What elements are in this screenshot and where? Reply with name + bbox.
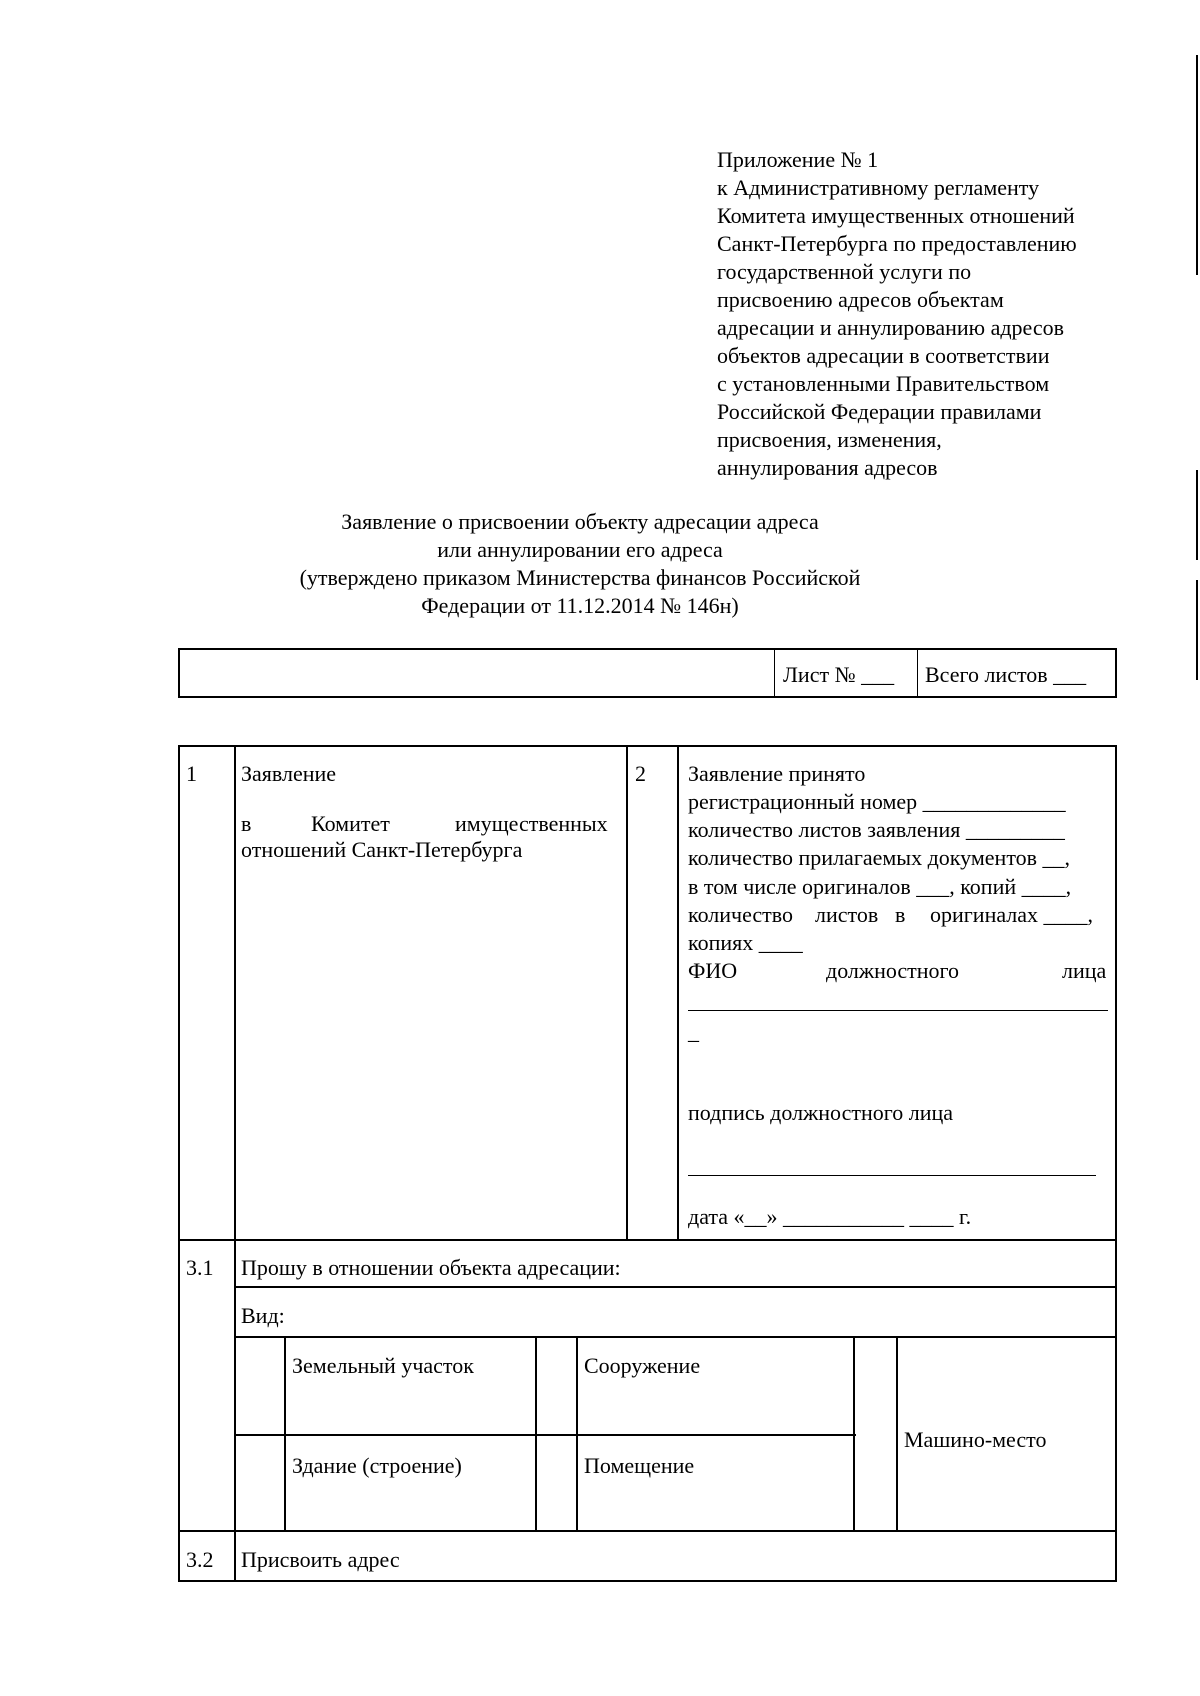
title-line: Заявление о присвоении объекту адресации адреса bbox=[341, 509, 819, 534]
fio-underline bbox=[688, 1010, 1108, 1011]
accepted-heading: Заявление принято bbox=[688, 761, 866, 786]
table-border bbox=[1115, 745, 1117, 1580]
docs-count-field: количество прилагаемых документов __, bbox=[688, 845, 1071, 870]
option-building: Здание (строение) bbox=[292, 1453, 462, 1478]
recipient-word: имущественных bbox=[455, 811, 608, 836]
fio-word: должностного bbox=[826, 958, 960, 983]
table-border bbox=[234, 1434, 856, 1436]
appendix-block bbox=[717, 146, 1147, 482]
title-line: (утверждено приказом Министерства финансов Российской bbox=[299, 565, 861, 590]
appendix-line: Приложение № 1 bbox=[717, 147, 879, 172]
section-3-2-heading: Присвоить адрес bbox=[241, 1547, 400, 1572]
copies-field: копиях ____ bbox=[688, 930, 803, 955]
title-line: или аннулировании его адреса bbox=[437, 537, 723, 562]
table-border bbox=[576, 1336, 578, 1530]
sheet-divider bbox=[917, 650, 918, 696]
option-room: Помещение bbox=[584, 1453, 695, 1478]
appendix-line: присвоения, изменения, bbox=[717, 427, 942, 452]
scan-edge-mark bbox=[1196, 580, 1198, 680]
table-border bbox=[284, 1336, 286, 1530]
date-field: дата «__» ___________ ____ г. bbox=[688, 1204, 972, 1229]
section-3-2-number: 3.2 bbox=[186, 1547, 214, 1572]
recipient-word: Комитет bbox=[311, 811, 390, 836]
appendix-line: присвоению адресов объектам bbox=[717, 287, 1004, 312]
originals-field: в том числе оригиналов ___, копий ____, bbox=[688, 874, 1072, 899]
option-land: Земельный участок bbox=[292, 1353, 474, 1378]
appendix-line: объектов адресации в соответствии bbox=[717, 343, 1050, 368]
fio-word: лица bbox=[1062, 958, 1107, 983]
table-border bbox=[896, 1336, 898, 1530]
table-border bbox=[178, 745, 1117, 747]
table-border bbox=[178, 1530, 1117, 1532]
signature-underline bbox=[688, 1175, 1096, 1176]
sheet-number-table bbox=[178, 648, 1117, 698]
section-1-heading: Заявление bbox=[241, 761, 337, 786]
appendix-line: аннулирования адресов bbox=[717, 455, 938, 480]
recipient-line: отношений Санкт-Петербурга bbox=[241, 837, 523, 862]
appendix-line: государственной услуги по bbox=[717, 259, 972, 284]
table-border bbox=[234, 1336, 1117, 1338]
originals-sheets-word: в bbox=[895, 902, 906, 927]
originals-sheets-word: листов bbox=[815, 902, 879, 927]
sheet-no-label: Лист № ___ bbox=[783, 662, 895, 687]
originals-sheets-word: оригиналах ____, bbox=[930, 902, 1094, 927]
appendix-line: с установленными Правительством bbox=[717, 371, 1050, 396]
sheets-count-field: количество листов заявления _________ bbox=[688, 817, 1065, 842]
table-border bbox=[626, 745, 628, 1239]
table-border bbox=[535, 1336, 537, 1530]
section-1-number: 1 bbox=[186, 761, 197, 786]
table-border bbox=[677, 745, 679, 1239]
appendix-line: к Административному регламенту bbox=[717, 175, 1040, 200]
scan-edge-mark bbox=[1196, 55, 1198, 275]
signature-label: подпись должностного лица bbox=[688, 1100, 953, 1125]
appendix-line: Санкт-Петербурга по предоставлению bbox=[717, 231, 1077, 256]
sheet-total-label: Всего листов ___ bbox=[925, 662, 1087, 687]
section-2-number: 2 bbox=[635, 761, 646, 786]
appendix-line: Российской Федерации правилами bbox=[717, 399, 1042, 424]
section-3-1-heading: Прошу в отношении объекта адресации: bbox=[241, 1255, 621, 1280]
table-border bbox=[234, 1286, 1117, 1288]
title-line: Федерации от 11.12.2014 № 146н) bbox=[421, 593, 739, 618]
fio-dash: _ bbox=[688, 1019, 699, 1044]
recipient-prep: в bbox=[241, 811, 252, 836]
section-3-1-number: 3.1 bbox=[186, 1255, 214, 1280]
table-border bbox=[178, 745, 180, 1580]
appendix-line: адресации и аннулированию адресов bbox=[717, 315, 1065, 340]
fio-word: ФИО bbox=[688, 958, 738, 983]
option-parking: Машино-место bbox=[904, 1427, 1047, 1452]
scan-edge-mark bbox=[1196, 470, 1198, 560]
table-border bbox=[853, 1336, 855, 1530]
option-structure: Сооружение bbox=[584, 1353, 701, 1378]
appendix-line: Комитета имущественных отношений bbox=[717, 203, 1075, 228]
table-border bbox=[178, 1239, 1117, 1241]
originals-sheets-word: количество bbox=[688, 902, 794, 927]
sheet-divider bbox=[774, 650, 775, 696]
table-border bbox=[234, 745, 236, 1580]
document-title bbox=[160, 508, 1000, 620]
table-border bbox=[178, 1580, 1117, 1582]
kind-label: Вид: bbox=[241, 1303, 285, 1328]
reg-number-field: регистрационный номер _____________ bbox=[688, 789, 1066, 814]
